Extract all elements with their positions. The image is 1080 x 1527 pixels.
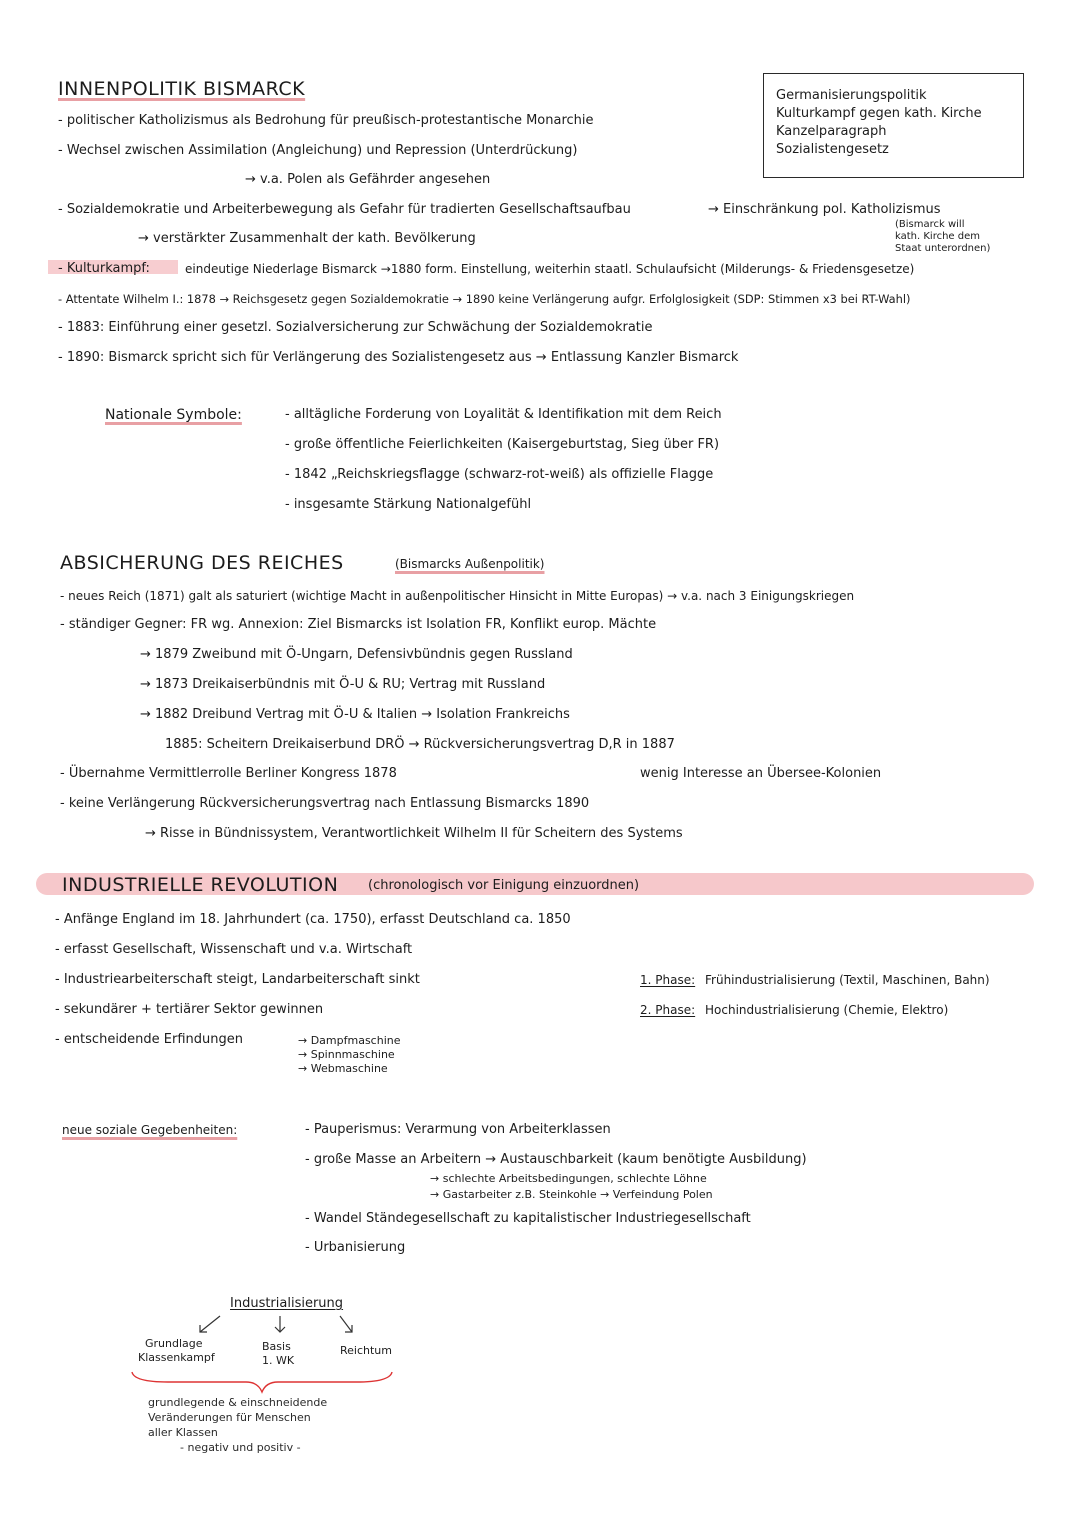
innenpolitik-line: - Attentate Wilhelm I.: 1878 → Reichsgesetz gegen Sozialdemokratie → 1890 keine Verlängerung aufgr. Erfolglosigkeit (SDP: Stimmen x3 bei RT-Wahl) [58,292,911,306]
industrie-line: - sekundärer + tertiärer Sektor gewinnen [55,1002,324,1017]
side-note: kath. Kirche dem [895,231,980,242]
phase1-text: Frühindustrialisierung (Textil, Maschinen, Bahn) [705,973,990,987]
diagram-summary: - negativ und positiv - [180,1441,301,1454]
invention-item: → Spinnmaschine [298,1048,395,1061]
innenpolitik-line: - Sozialdemokratie und Arbeiterbewegung als Gefahr für tradierten Gesellschaftsaufbau [58,202,631,217]
arrow-left-icon [200,1316,220,1332]
absicherung-line: - Übernahme Vermittlerrolle Berliner Kongress 1878 [60,766,397,781]
symbole-item: - alltägliche Forderung von Loyalität & Identifikation mit dem Reich [285,407,722,422]
invention-item: → Dampfmaschine [298,1034,401,1047]
absicherung-note: wenig Interesse an Übersee-Kolonien [640,766,882,781]
keyword-box-line: Sozialistengesetz [776,142,889,157]
symbole-item: - insgesamte Stärkung Nationalgefühl [285,497,532,512]
keyword-box [763,73,1024,178]
innenpolitik-line: eindeutige Niederlage Bismarck →1880 form. Einstellung, weiterhin staatl. Schulaufsicht (Milderungs- & Friedensgesetze) [185,262,915,276]
symbole-item: - 1842 „Reichskriegsflagge (schwarz-rot-weiß) als offizielle Flagge [285,467,714,482]
symbole-item: - große öffentliche Feierlichkeiten (Kaisergeburtstag, Sieg über FR) [285,437,720,452]
phase2-label: 2. Phase: [640,1003,696,1017]
absicherung-line: - keine Verlängerung Rückversicherungsvertrag nach Entlassung Bismarcks 1890 [60,796,590,811]
industrie-line: - Anfänge England im 18. Jahrhundert (ca. 1750), erfasst Deutschland ca. 1850 [55,912,571,927]
symbole-label: Nationale Symbole: [105,407,242,423]
sozial-item: - Pauperismus: Verarmung von Arbeiterklassen [305,1122,611,1137]
industrie-line: - Industriearbeiterschaft steigt, Landarbeiterschaft sinkt [55,972,420,987]
diagram-summary: Veränderungen für Menschen [148,1411,311,1424]
section-title-industrie: INDUSTRIELLE REVOLUTION [62,874,339,896]
sozial-item: - Urbanisierung [305,1240,406,1255]
diagram-summary: aller Klassen [148,1426,218,1439]
absicherung-subtitle: (Bismarcks Außenpolitik) [395,557,545,571]
diagram-summary: grundlegende & einschneidende [148,1396,328,1409]
keyword-box-line: Kulturkampf gegen kath. Kirche [776,106,982,121]
kulturkampf-label: - Kulturkampf: [58,261,150,276]
sozial-item: - große Masse an Arbeitern → Austauschbarkeit (kaum benötigte Ausbildung) [305,1152,807,1167]
phase2-text: Hochindustrialisierung (Chemie, Elektro) [705,1003,949,1017]
keyword-box-line: Germanisierungspolitik [776,88,927,103]
invention-item: → Webmaschine [298,1062,388,1075]
innenpolitik-line: - 1890: Bismarck spricht sich für Verlängerung des Sozialistengesetz aus → Entlassung Kanzler Bismarck [58,350,739,365]
diagram-left: Grundlage [145,1337,203,1350]
industrie-line: - erfasst Gesellschaft, Wissenschaft und v.a. Wirtschaft [55,942,413,957]
diagram-right: Reichtum [340,1344,392,1357]
section-title-innenpolitik: INNENPOLITIK BISMARCK [58,78,306,100]
innenpolitik-line: - Wechsel zwischen Assimilation (Angleichung) und Repression (Unterdrückung) [58,143,578,158]
arrow-right-icon [340,1316,352,1332]
brace-icon [132,1372,392,1392]
sozial-item: - Wandel Ständegesellschaft zu kapitalistischer Industriegesellschaft [305,1211,751,1226]
innenpolitik-line: → v.a. Polen als Gefährder angesehen [245,172,491,187]
phase1-label: 1. Phase: [640,973,696,987]
section-title-absicherung: ABSICHERUNG DES REICHES [60,552,344,574]
innenpolitik-line: - 1883: Einführung einer gesetzl. Sozialversicherung zur Schwächung der Sozialdemokratie [58,320,653,335]
diagram-brace [128,1368,398,1398]
absicherung-line: → 1879 Zweibund mit Ö-Ungarn, Defensivbündnis gegen Russland [140,647,573,662]
absicherung-line: → 1873 Dreikaiserbündnis mit Ö-U & RU; Vertrag mit Russland [140,677,546,692]
keyword-box-line: Kanzelparagraph [776,124,887,139]
innenpolitik-arrow-note: → Einschränkung pol. Katholizismus [708,202,941,217]
sozial-subitem: → Gastarbeiter z.B. Steinkohle → Verfeindung Polen [430,1188,713,1201]
absicherung-line: - neues Reich (1871) galt als saturiert (wichtige Macht in außenpolitischer Hinsicht in Mitte Europas) → v.a. nach 3 Einigungskriegen [60,589,855,603]
innenpolitik-line: - politischer Katholizismus als Bedrohung für preußisch-protestantische Monarchie [58,113,594,128]
innenpolitik-line: → verstärkter Zusammenhalt der kath. Bevölkerung [138,231,476,246]
side-note: (Bismarck will [895,219,965,230]
sozial-subitem: → schlechte Arbeitsbedingungen, schlechte Löhne [430,1172,707,1185]
absicherung-line: 1885: Scheitern Dreikaiserbund DRÖ → Rückversicherungsvertrag D,R in 1887 [165,737,675,752]
absicherung-line: → 1882 Dreibund Vertrag mit Ö-U & Italien → Isolation Frankreichs [140,707,570,722]
diagram-middle: 1. WK [262,1354,295,1367]
diagram-left: Klassenkampf [138,1351,215,1364]
diagram-middle: Basis [262,1340,291,1353]
sozial-label: neue soziale Gegebenheiten: [62,1123,238,1137]
absicherung-line: → Risse in Bündnissystem, Verantwortlichkeit Wilhelm II für Scheitern des Systems [145,826,683,841]
industrie-subtitle: (chronologisch vor Einigung einzuordnen) [368,878,640,893]
side-note: Staat unterordnen) [895,243,991,254]
diagram-center: Industrialisierung [230,1296,344,1311]
industrie-line: - entscheidende Erfindungen [55,1032,244,1047]
absicherung-line: - ständiger Gegner: FR wg. Annexion: Ziel Bismarcks ist Isolation FR, Konflikt europ. Mächte [60,617,657,632]
